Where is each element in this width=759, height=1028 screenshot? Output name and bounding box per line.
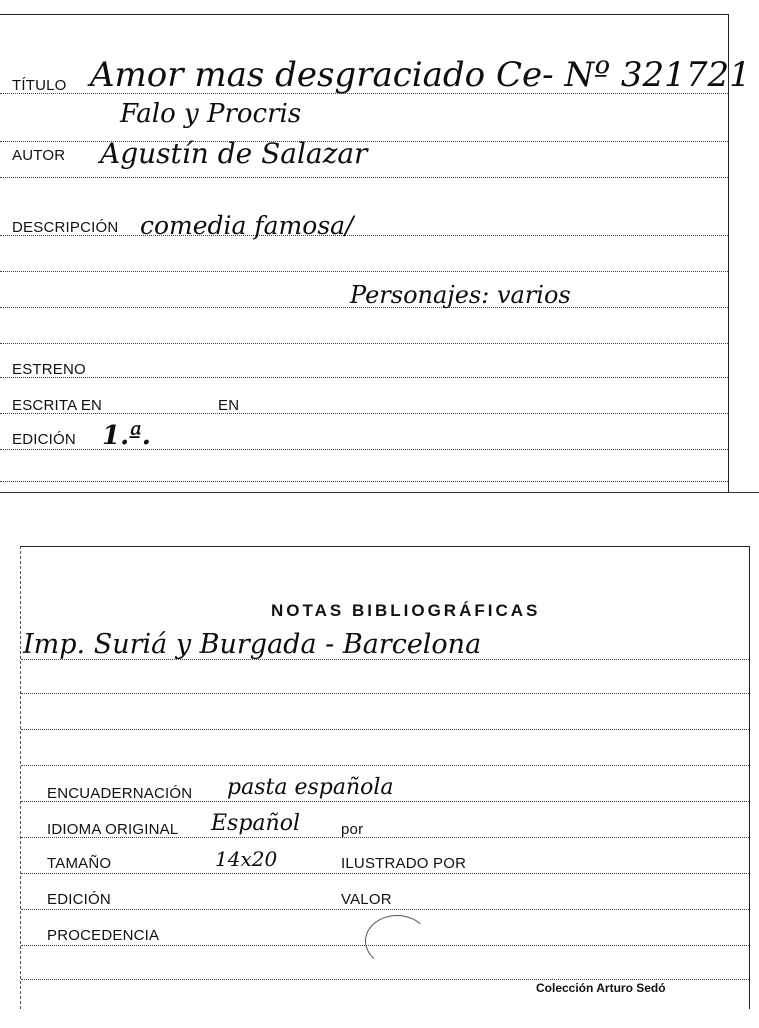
- tamano-label: TAMAÑO: [47, 855, 112, 872]
- catalog-card-top: [0, 14, 751, 493]
- autor-value: Agustín de Salazar: [100, 137, 368, 170]
- ruled-line: [0, 177, 728, 178]
- card-separator: [0, 492, 759, 493]
- estreno-label: ESTRENO: [12, 361, 86, 378]
- ruled-line: [21, 979, 749, 980]
- valor-label: VALOR: [341, 891, 392, 908]
- procedencia-label: PROCEDENCIA: [47, 927, 160, 944]
- descripcion-value: comedia famosa/: [140, 211, 354, 240]
- edicion-label-bottom: EDICIÓN: [47, 891, 111, 908]
- titulo-value-line2: Falo y Procris: [120, 99, 302, 129]
- tamano-value: 14x20: [215, 847, 278, 871]
- descripcion-label: DESCRIPCIÓN: [12, 219, 119, 236]
- ruled-line: [0, 343, 728, 344]
- ruled-line: [21, 765, 749, 766]
- titulo-label: TÍTULO: [12, 77, 67, 94]
- stamp-mark: [365, 915, 429, 967]
- idioma-label: IDIOMA ORIGINAL: [47, 821, 179, 838]
- edicion-value: 1.ª.: [102, 421, 151, 451]
- notes-heading: NOTAS BIBLIOGRÁFICAS: [271, 601, 541, 620]
- encuadernacion-value: pasta española: [227, 775, 394, 800]
- autor-label: AUTOR: [12, 147, 66, 164]
- colophon: Colección Arturo Sedó: [536, 981, 666, 995]
- ruled-line: [0, 271, 728, 272]
- escrita-en-label: EN: [218, 397, 240, 414]
- ruled-line: [0, 413, 728, 414]
- ruled-line: [0, 481, 728, 482]
- encuadernacion-label: ENCUADERNACIÓN: [47, 785, 193, 802]
- descripcion-note: Personajes: varios: [350, 281, 571, 309]
- por-label: por: [341, 821, 364, 838]
- escrita-label: ESCRITA EN: [12, 397, 103, 414]
- ruled-line: [0, 377, 728, 378]
- edicion-label: EDICIÓN: [12, 431, 76, 448]
- ruled-line: [21, 909, 749, 910]
- idioma-value: Español: [211, 811, 300, 836]
- catalog-card-bottom: [20, 546, 750, 1009]
- ruled-line: [21, 873, 749, 874]
- ruled-line: [21, 693, 749, 694]
- ruled-line: [21, 729, 749, 730]
- ilustrado-label: ILUSTRADO POR: [341, 855, 467, 872]
- titulo-value: Amor mas desgraciado Ce- Nº 321721: [90, 55, 751, 95]
- notes-line-1: Imp. Suriá y Burgada - Barcelona: [23, 629, 482, 660]
